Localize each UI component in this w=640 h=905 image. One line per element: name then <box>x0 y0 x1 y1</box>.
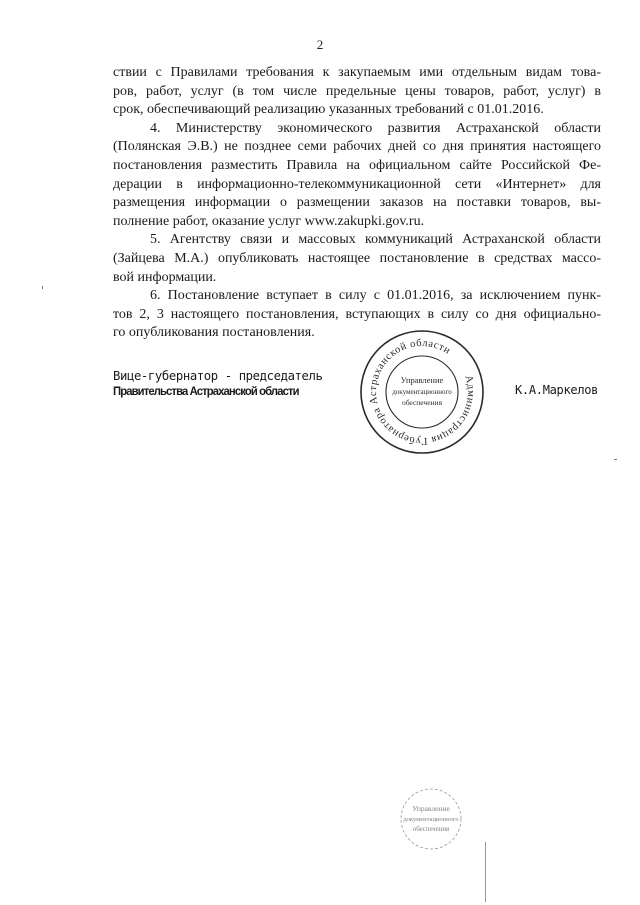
text-line: размещения информации о размещении заказов на поставки товаров, вы- <box>113 195 601 211</box>
text-line: (Полянская Э.В.) не позднее семи рабочих дней со дня принятия настоящего <box>113 139 601 155</box>
faint-seal-line3: обеспечения <box>412 826 450 833</box>
text-line: ствии с Правилами требования к закупаемым ими отдельным видам това- <box>113 65 601 80</box>
document-body <box>113 64 601 343</box>
signatory-position-line2: Правительства Астраханской области <box>113 386 299 398</box>
signatory-position-line1: Вице-губернатор - председатель <box>113 368 323 383</box>
text-line: дерации в информационно-телекоммуникационной сети «Интернет» для <box>113 176 601 192</box>
scan-mark <box>485 842 486 902</box>
text-line: 6. Постановление вступает в силу с 01.01.2016, за исключением пунк- <box>150 288 601 304</box>
text-line: 4. Министерству экономического развития Астраханской области <box>150 120 601 136</box>
faint-seal-stamp <box>379 767 483 871</box>
text-line: полнение работ, оказание услуг www.zakupki.gov.ru. <box>113 213 425 229</box>
seal-center-line2: документационного <box>392 388 452 396</box>
paragraph-item-6 <box>113 287 601 343</box>
seal-center-line3: обеспечения <box>401 398 443 407</box>
official-seal-stamp <box>358 328 486 456</box>
seal-center-line1: Управление <box>400 375 444 385</box>
faint-seal-line1: Управление <box>412 804 450 813</box>
text-line: вой информации. <box>113 269 217 285</box>
seal-ring-text: Администрация Губернатора Астраханской области <box>367 337 477 447</box>
paragraph-continuation <box>113 64 601 120</box>
faint-seal-line2: документационного <box>403 816 459 823</box>
paragraph-item-4 <box>113 120 601 232</box>
page-number: 2 <box>316 37 324 52</box>
text-line: 5. Агентству связи и массовых коммуникаций Астраханской области <box>150 232 601 248</box>
text-line: ров, работ, услуг (в том числе предельные цены товаров, работ, услуг) в <box>113 83 601 99</box>
scan-mark <box>42 286 43 289</box>
text-line: (Зайцева М.А.) опубликовать настоящее постановление в средствах массо- <box>113 250 601 266</box>
signatory-name: К.А.Маркелов <box>515 383 599 397</box>
text-line: го опубликования постановления. <box>113 325 315 341</box>
text-line: тов 2, 3 настоящего постановления, вступающих в силу со дня официально- <box>113 306 601 322</box>
text-line: постановления разместить Правила на официальном сайте Российской Фе- <box>113 157 601 173</box>
scan-mark <box>614 459 617 460</box>
signatory-position <box>113 368 323 400</box>
text-line: срок, обеспечивающий реализацию указанных требований с 01.01.2016. <box>113 102 544 118</box>
paragraph-item-5 <box>113 231 601 287</box>
